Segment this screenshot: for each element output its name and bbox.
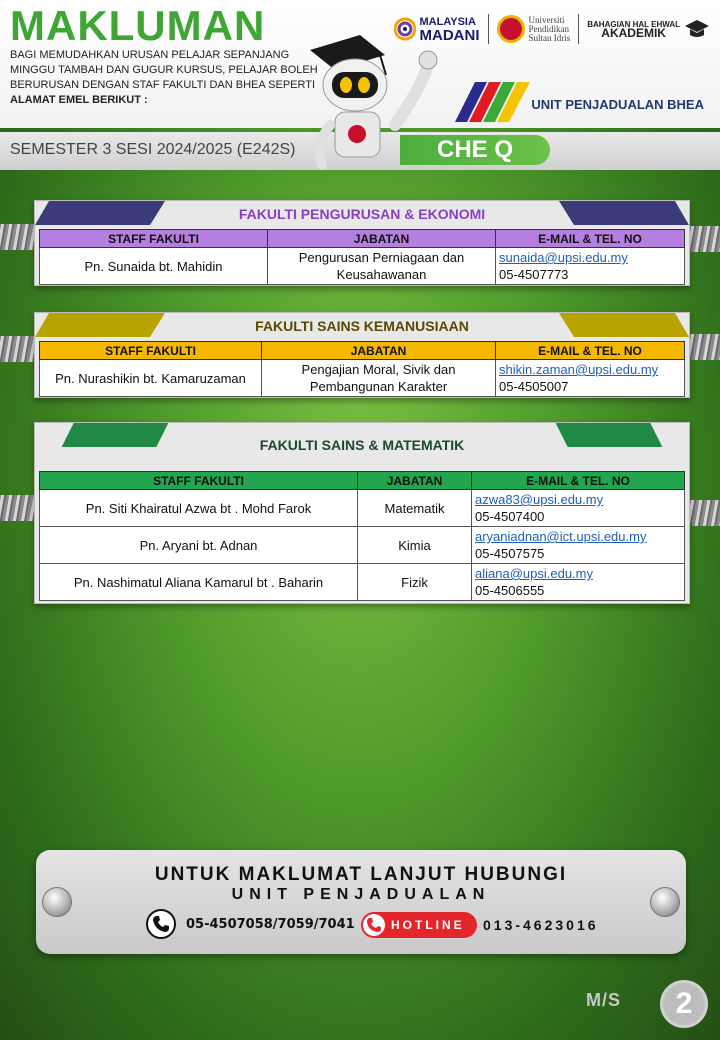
madani-line1: MALAYSIA (419, 15, 476, 28)
upsi-logo (497, 15, 571, 43)
email-link[interactable]: aryaniadnan@ict.upsi.edu.my (475, 529, 647, 544)
department: Kimia (358, 527, 472, 564)
faculty-title: FAKULTI SAINS & MATEMATIK (259, 437, 465, 453)
akademik-line2: AKADEMIK (601, 26, 666, 40)
tel-number: 05-4507575 (475, 546, 545, 561)
upsi-line2: Pendidikan (528, 23, 569, 34)
hotline-badge (361, 912, 477, 938)
hotline-phone-icon (363, 914, 385, 936)
col-header: E-MAIL & TEL. NO (496, 342, 685, 360)
staff-table (39, 341, 685, 397)
staff-table (39, 229, 685, 285)
tel-number: 05-4506555 (475, 583, 545, 598)
phone-numbers[interactable]: 05-4507058/7059/7041 (186, 917, 355, 932)
upsi-seal-icon (497, 15, 525, 43)
contact-heading: UNTUK MAKLUMAT LANJUT HUBUNGI (154, 864, 568, 885)
table-header-row (40, 472, 685, 490)
contact-subheading: UNIT PENJADUALAN (231, 886, 491, 903)
akademik-logo (587, 18, 710, 40)
department: Pengajian Moral, Sivik dan Pembangunan Karakter (262, 360, 496, 397)
email-link[interactable]: shikin.zaman@upsi.edu.my (499, 362, 659, 377)
hotline-number[interactable]: 013-4623016 (483, 917, 599, 933)
intro-bold: ALAMAT EMEL BERIKUT : (10, 94, 148, 106)
table-row (40, 248, 685, 285)
col-header: STAFF FAKULTI (40, 342, 262, 360)
ms-label: M/S (586, 990, 622, 1010)
page-number (586, 980, 710, 1030)
col-header: JABATAN (262, 342, 496, 360)
col-header: JABATAN (358, 472, 472, 490)
page-number-value: 2 (660, 980, 708, 1028)
contact-cell (472, 564, 685, 601)
faculty-title: FAKULTI SAINS KEMANUSIAAN (255, 318, 469, 334)
email-link[interactable]: aliana@upsi.edu.my (475, 566, 593, 581)
col-header: STAFF FAKULTI (40, 472, 358, 490)
contact-cell (472, 527, 685, 564)
table-header-row (40, 230, 685, 248)
intro-text: BAGI MEMUDAHKAN URUSAN PELAJAR SEPANJANG MINGGU TAMBAH DAN GUGUR KURSUS, PELAJAR BOLEH BERURUSAN DENGAN STAF FAKULTI DAN BHEA SEPERTI (10, 49, 318, 91)
contact-cell (496, 360, 685, 397)
staff-name: Pn. Aryani bt. Adnan (40, 527, 358, 564)
table-row (40, 527, 685, 564)
staff-table (39, 471, 685, 601)
staff-name: Pn. Siti Khairatul Azwa bt . Mohd Farok (40, 490, 358, 527)
tel-number: 05-4505007 (499, 379, 569, 394)
logo-divider (488, 14, 489, 44)
akademik-line1: BAHAGIAN HAL EHWAL (587, 20, 680, 29)
contact-panel (36, 850, 686, 954)
upsi-line3: Sultan Idris (528, 32, 571, 43)
col-header: E-MAIL & TEL. NO (472, 472, 685, 490)
faculty-card-fsm (34, 422, 690, 604)
department: Matematik (358, 490, 472, 527)
staff-name: Pn. Nashimatul Aliana Kamarul bt . Baharin (40, 564, 358, 601)
tel-number: 05-4507773 (499, 267, 569, 282)
logo-divider (578, 14, 579, 44)
intro-text-block (10, 48, 320, 108)
table-row (40, 564, 685, 601)
robot-mascot-icon (300, 30, 450, 180)
tel-number: 05-4507400 (475, 509, 545, 524)
unit-label: UNIT PENJADUALAN BHEA (531, 97, 704, 112)
table-row (40, 490, 685, 527)
upsi-line1: Universiti (528, 14, 565, 25)
col-header: JABATAN (268, 230, 496, 248)
phone-icon (146, 909, 176, 939)
department: Pengurusan Perniagaan dan Keusahawanan (268, 248, 496, 285)
staff-name: Pn. Sunaida bt. Mahidin (40, 248, 268, 285)
table-row (40, 360, 685, 397)
page-title: MAKLUMAN (10, 2, 266, 49)
staff-name: Pn. Nurashikin bt. Kamaruzaman (40, 360, 262, 397)
department: Fizik (358, 564, 472, 601)
email-link[interactable]: sunaida@upsi.edu.my (499, 250, 628, 265)
table-header-row (40, 342, 685, 360)
hotline-label: HOTLINE (391, 918, 465, 932)
graduation-cap-icon (684, 18, 710, 40)
contact-cell (472, 490, 685, 527)
col-header: STAFF FAKULTI (40, 230, 268, 248)
email-link[interactable]: azwa83@upsi.edu.my (475, 492, 604, 507)
faculty-card-fsk (34, 312, 690, 398)
faculty-title: FAKULTI PENGURUSAN & EKONOMI (238, 206, 486, 222)
semester-label: SEMESTER 3 SESI 2024/2025 (E242S) (10, 141, 296, 158)
contact-cell (496, 248, 685, 285)
col-header: E-MAIL & TEL. NO (496, 230, 685, 248)
cheq-badge: CHE Q (400, 135, 550, 165)
madani-line2: MADANI (419, 26, 480, 44)
faculty-card-fpe (34, 200, 690, 286)
stripe-decoration (455, 82, 530, 122)
